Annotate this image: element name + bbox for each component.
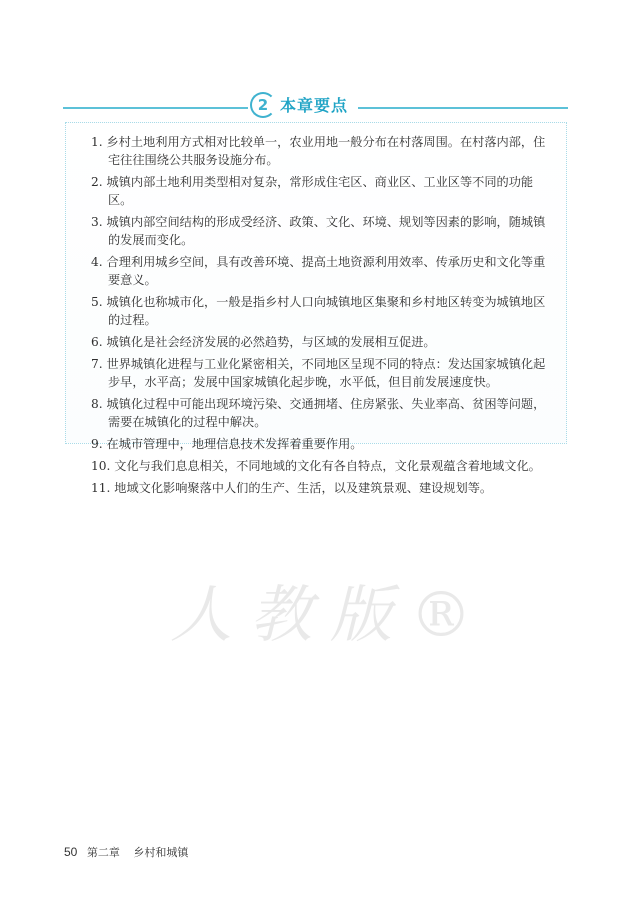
key-points-list: [91, 133, 551, 501]
publisher-watermark: 人教版®: [170, 578, 491, 651]
list-item: 11. 地域文化影响聚落中人们的生产、生活，以及建筑景观、建设规划等。: [91, 481, 493, 495]
chapter-label: 第二章: [86, 846, 120, 859]
list-item: 2. 城镇内部土地利用类型相对复杂，常形成住宅区、商业区、工业区等不同的功能区。: [91, 175, 534, 207]
list-item: 9. 在城市管理中，地理信息技术发挥着重要作用。: [91, 437, 363, 451]
list-item: 5. 城镇化也称城市化，一般是指乡村人口向城镇地区集聚和乡村地区转变为城镇地区的过程。: [91, 295, 546, 327]
section-header: [63, 88, 568, 118]
list-item: 8. 城镇化过程中可能出现环境污染、交通拥堵、住房紧张、失业率高、贫困等问题，需要在城镇化的过程中解决。: [91, 397, 546, 429]
chapter-title: 乡村和城镇: [133, 846, 189, 859]
header-rule-right: [358, 107, 568, 109]
page-footer: [64, 844, 188, 860]
list-item: 3. 城镇内部空间结构的形成受经济、政策、文化、环境、规划等因素的影响，随城镇的发展而变化。: [91, 215, 546, 247]
list-item: 10. 文化与我们息息相关，不同地域的文化有各自特点，文化景观蕴含着地域文化。: [91, 459, 541, 473]
section-title: 本章要点: [280, 96, 349, 115]
section-number-badge: 2: [250, 92, 276, 118]
list-item: 6. 城镇化是社会经济发展的必然趋势，与区域的发展相互促进。: [91, 335, 436, 349]
list-item: 7. 世界城镇化进程与工业化紧密相关，不同地区呈现不同的特点：发达国家城镇化起步早，水平高；发展中国家城镇化起步晚，水平低，但目前发展速度快。: [91, 357, 546, 389]
list-item: 1. 乡村土地利用方式相对比较单一，农业用地一般分布在村落周围。在村落内部，住宅往往围绕公共服务设施分布。: [91, 135, 546, 167]
header-rule-left: [63, 107, 248, 109]
list-item: 4. 合理利用城乡空间，具有改善环境、提高土地资源利用效率、传承历史和文化等重要意义。: [91, 255, 546, 287]
page-number: 50: [64, 845, 78, 859]
